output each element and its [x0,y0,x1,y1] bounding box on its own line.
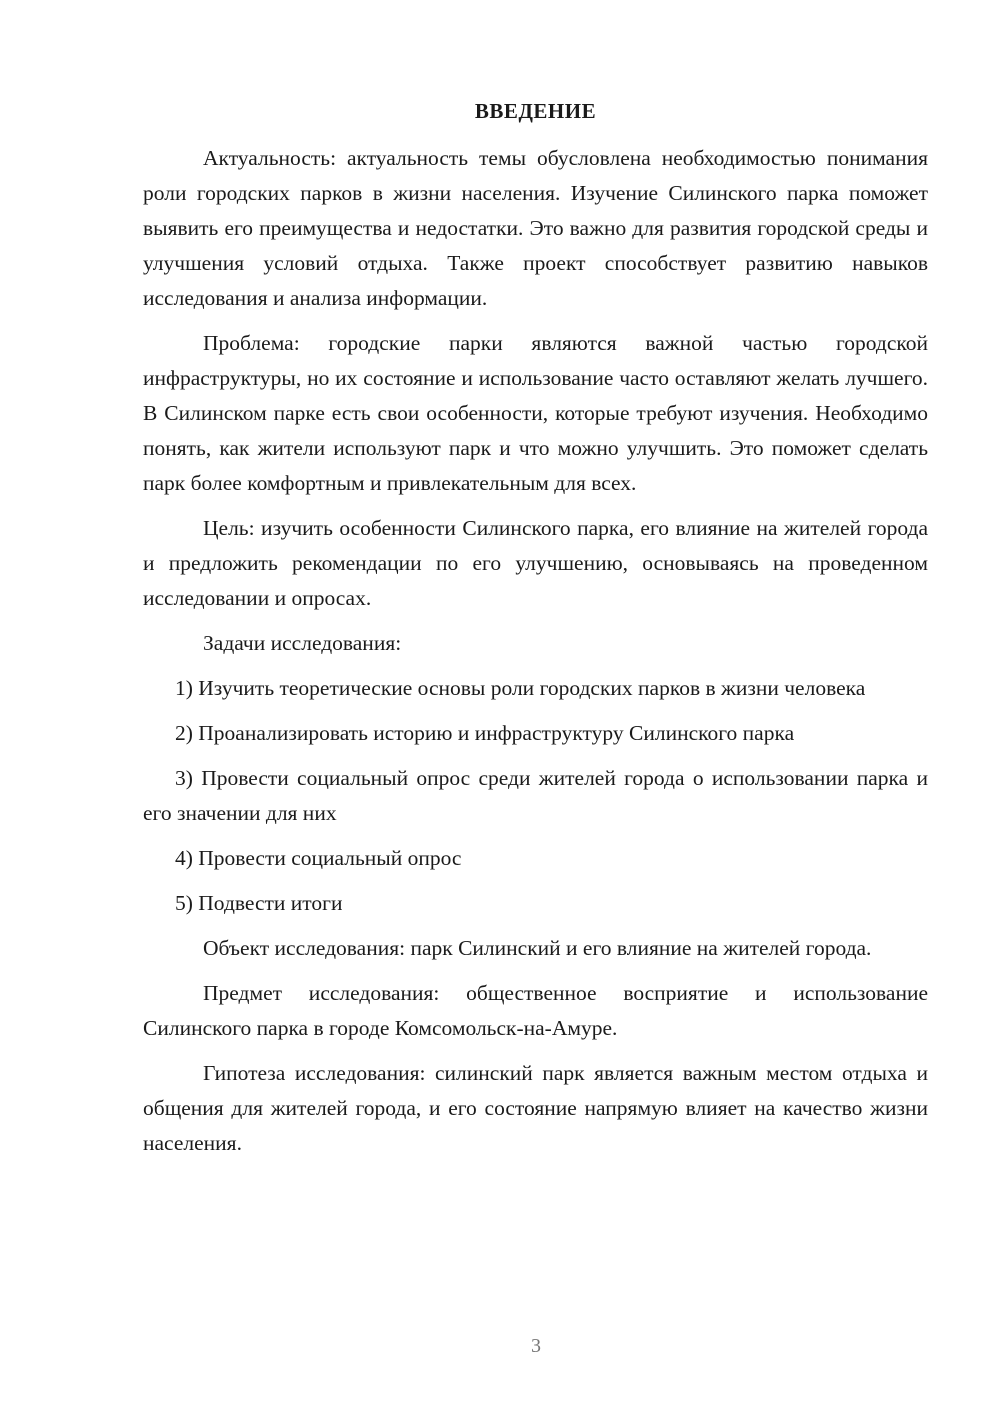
task-item: 5) Подвести итоги [175,891,343,915]
page-number: 3 [531,1335,541,1357]
task-item: 2) Проанализировать историю и инфраструктуру Силинского парка [175,721,795,745]
task-item: 4) Провести социальный опрос [175,846,462,870]
goal-paragraph: Цель: изучить особенности Силинского парка, его влияние на жителей города и предложить рекомендации по его улучшению, основываясь на проведенном исследовании и опросах. [143,516,928,610]
section-title: ВВЕДЕНИЕ [474,99,597,123]
relevance-paragraph: Актуальность: актуальность темы обусловлена необходимостью понимания роли городских парков в жизни населения. Изучение Силинского парка поможет выявить его преимущества и недостатки. Это важно для развития городской среды и улучшения условий отдыха. Также проект способствует развитию навыков исследования и анализа информации. [143,146,928,310]
object-paragraph: Объект исследования: парк Силинский и его влияние на жителей города. [203,936,872,960]
page-content [143,93,928,1161]
tasks-heading: Задачи исследования: [203,631,402,655]
task-item: 3) Провести социальный опрос среди жителей города о использовании парка и его значении для них [143,766,928,825]
hypothesis-paragraph: Гипотеза исследования: силинский парк является важным местом отдыха и общения для жителей города, и его состояние напрямую влияет на качество жизни населения. [143,1061,928,1155]
problem-paragraph: Проблема: городские парки являются важной частью городской инфраструктуры, но их состояние и использование часто оставляют желать лучшего. В Силинском парке есть свои особенности, которые требуют изучения. Необходимо понять, как жители используют парк и что можно улучшить. Это поможет сделать парк более комфортным и привлекательным для всех. [143,331,928,495]
task-item: 1) Изучить теоретические основы роли городских парков в жизни человека [175,676,866,700]
subject-paragraph: Предмет исследования: общественное восприятие и использование Силинского парка в городе Комсомольск-на-Амуре. [143,981,928,1040]
